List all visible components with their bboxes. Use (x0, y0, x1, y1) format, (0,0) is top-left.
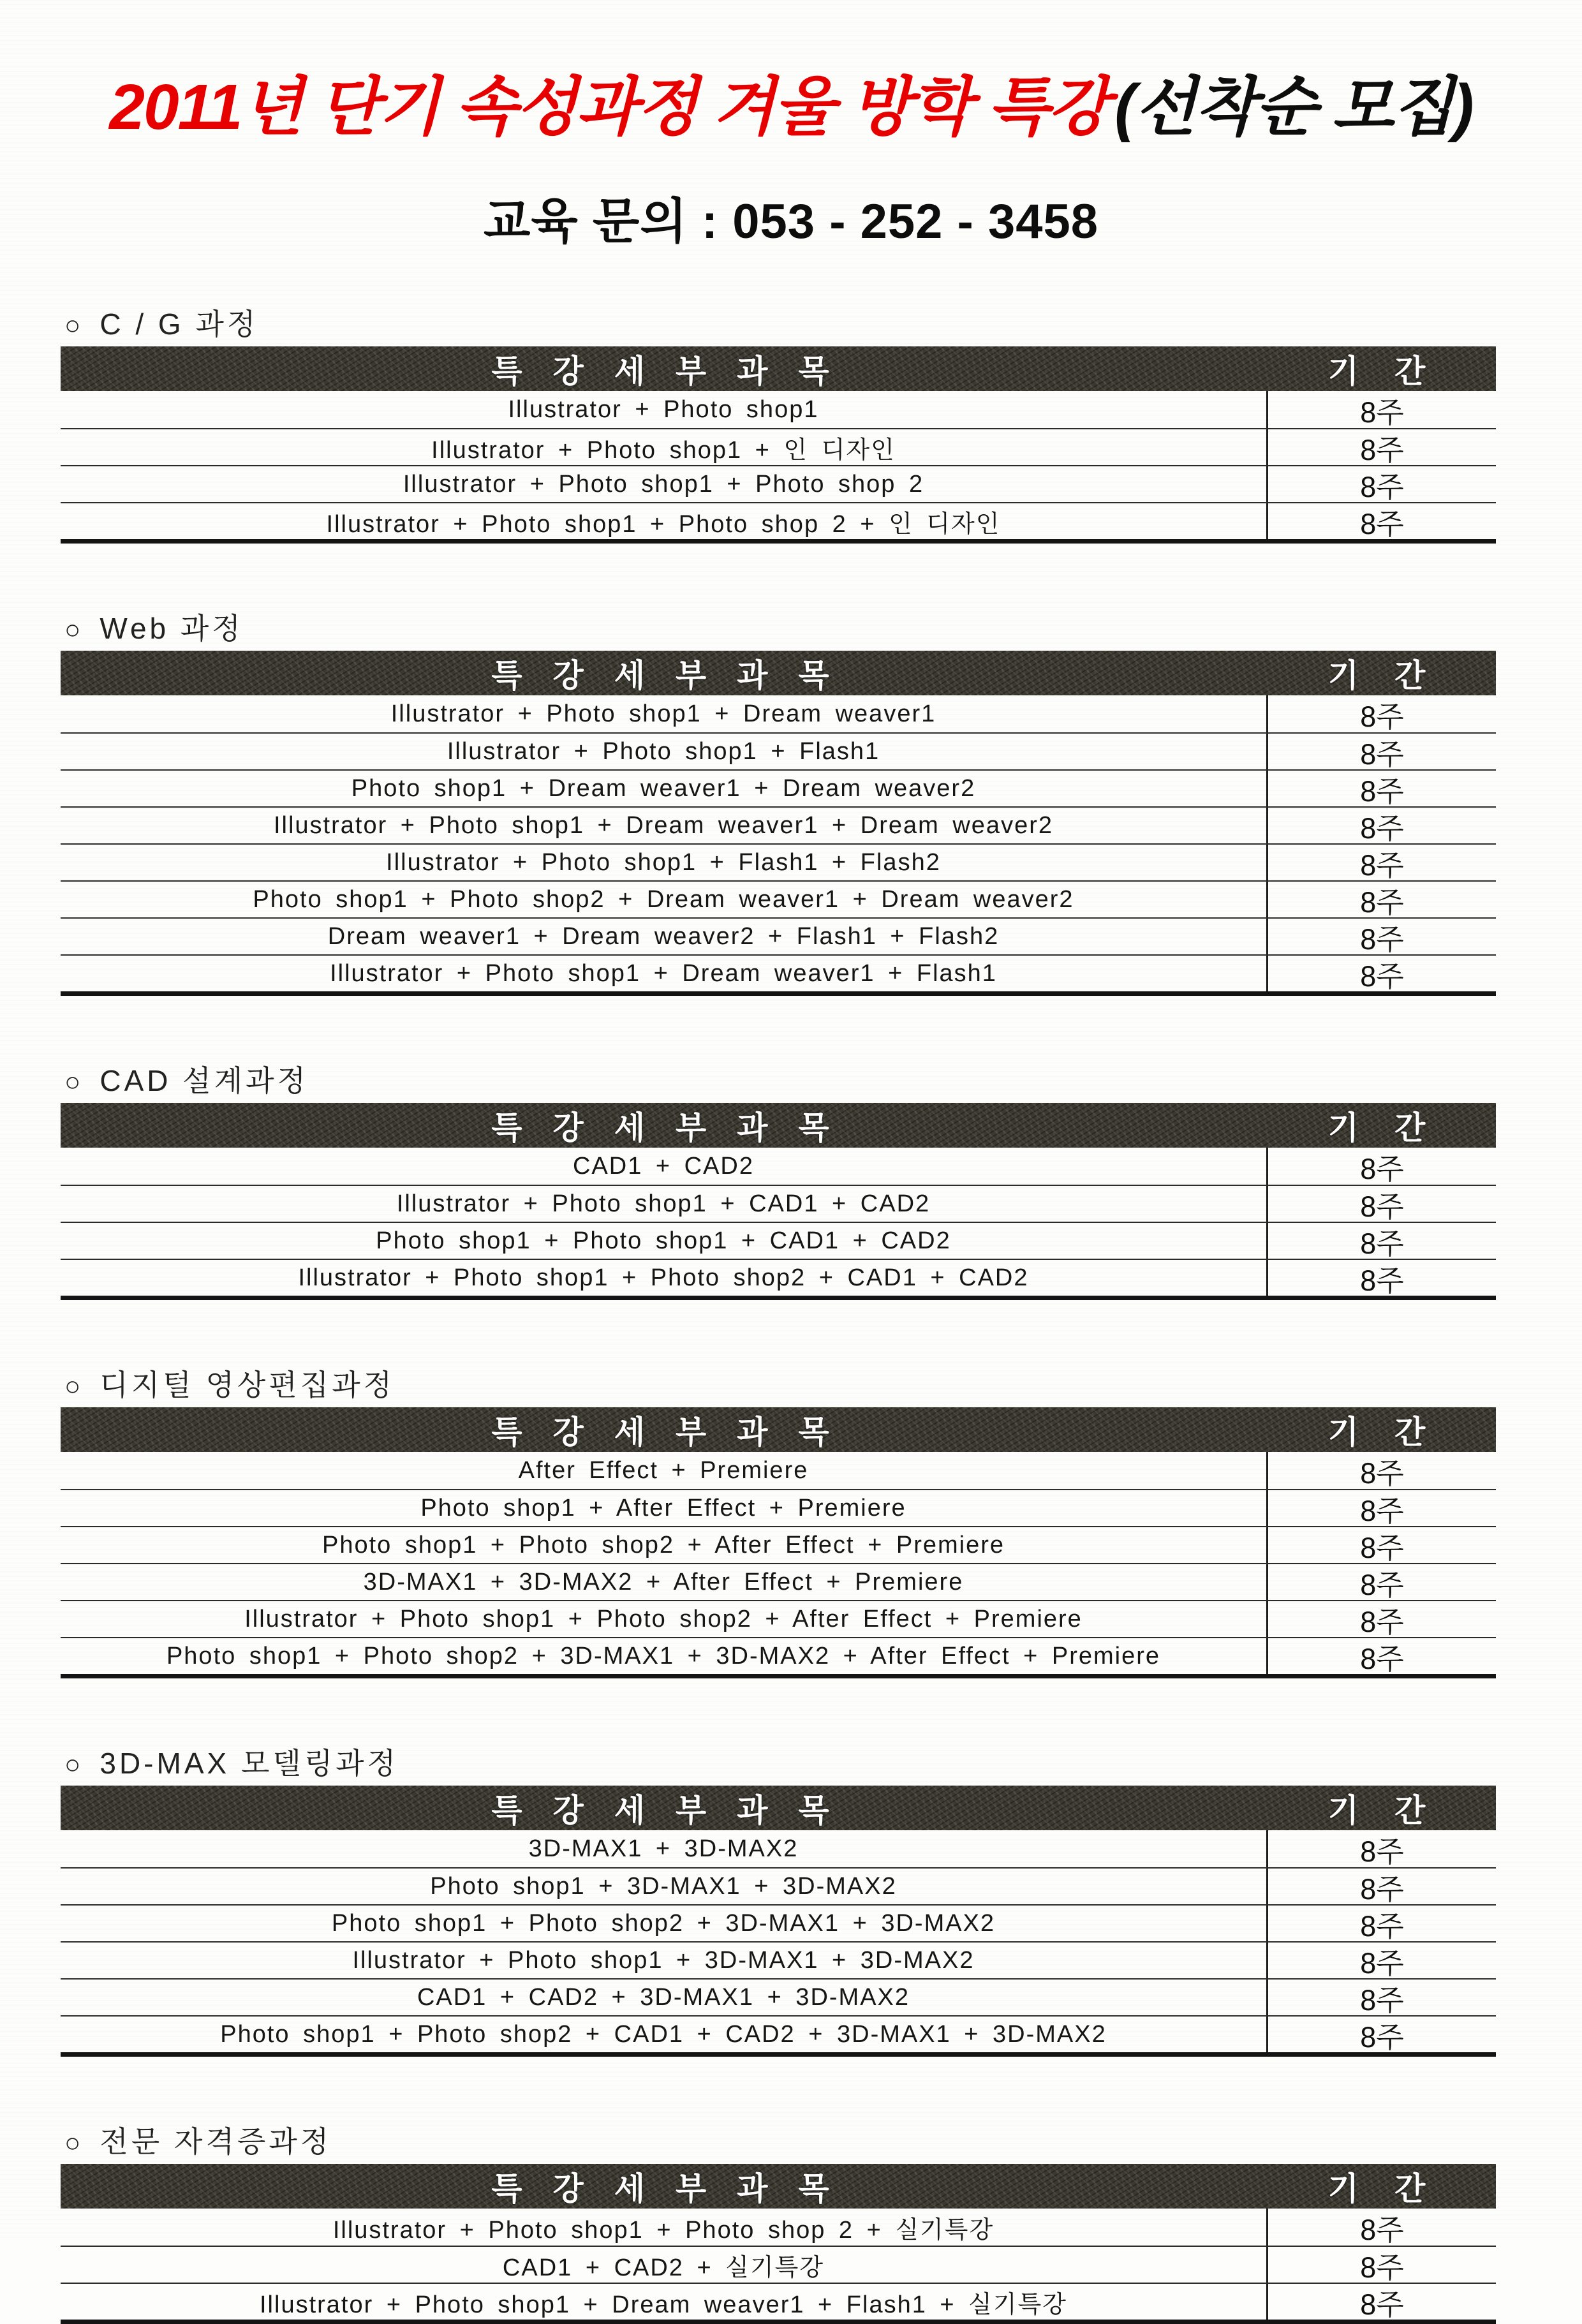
table-header-row (61, 1786, 1496, 1830)
table-row (61, 1563, 1496, 1600)
table-row (61, 1452, 1496, 1489)
course-subject-cell: Photo shop1 + Photo shop2 + After Effect + Premiere (322, 1531, 1005, 1558)
table-body (61, 2209, 1496, 2320)
table-row (61, 1904, 1496, 1941)
course-subject-cell: CAD1 + CAD2 + 실기특강 (502, 2254, 825, 2281)
table-header-row (61, 346, 1496, 391)
course-subject-cell: Illustrator + Photo shop1 + 인 디자인 (431, 436, 896, 464)
course-duration-cell: 8주 (1266, 1186, 1496, 1222)
column-header-duration: 기 간 (1327, 353, 1435, 389)
course-duration-cell: 8주 (1266, 2017, 1496, 2052)
section-title: 3D-MAX 모델링과정 (100, 1747, 399, 1780)
table-row (61, 769, 1496, 806)
table-row (61, 1259, 1496, 1296)
table-row (61, 1489, 1496, 1526)
circle-bullet-icon: ○ (64, 1749, 81, 1779)
table-header-row (61, 2164, 1496, 2209)
column-header-duration: 기 간 (1327, 2171, 1435, 2207)
section-label (64, 614, 1496, 643)
circle-bullet-icon: ○ (64, 1371, 81, 1401)
course-subject-cell: Photo shop1 + Photo shop2 + 3D-MAX1 + 3D-MAX2 + After Effect + Premiere (166, 1642, 1161, 1669)
table-row (61, 695, 1496, 732)
table-row (61, 732, 1496, 769)
table-row (61, 428, 1496, 465)
table-row (61, 954, 1496, 991)
course-subject-cell: Illustrator + Photo shop1 + Dream weaver1 (390, 700, 936, 727)
course-section (61, 614, 1496, 996)
section-label (64, 309, 1496, 339)
course-duration-cell: 8주 (1266, 956, 1496, 991)
column-header-duration: 기 간 (1327, 658, 1435, 693)
table-row (61, 2209, 1496, 2246)
course-duration-cell: 8주 (1266, 503, 1496, 539)
course-subject-cell: Photo shop1 + 3D-MAX1 + 3D-MAX2 (430, 1872, 897, 1900)
course-subject-cell: Illustrator + Photo shop1 (508, 396, 819, 423)
course-duration-cell: 8주 (1266, 1869, 1496, 1904)
course-sections (61, 309, 1496, 2324)
table-body (61, 391, 1496, 539)
course-table (61, 1103, 1496, 1300)
table-header-row (61, 651, 1496, 695)
table-body (61, 1148, 1496, 1296)
section-title: C / G 과정 (100, 307, 259, 341)
column-header-subject: 특 강 세 부 과 목 (491, 353, 836, 389)
table-row (61, 391, 1496, 428)
table-row (61, 1941, 1496, 1978)
circle-bullet-icon: ○ (64, 2128, 81, 2157)
course-duration-cell: 8주 (1266, 808, 1496, 843)
course-subject-cell: CAD1 + CAD2 (572, 1152, 755, 1180)
table-row (61, 1148, 1496, 1185)
table-row (61, 880, 1496, 917)
course-section (61, 1066, 1496, 1300)
course-duration-cell: 8주 (1266, 1943, 1496, 1978)
course-subject-cell: Illustrator + Photo shop1 + Dream weaver1 + Flash1 (330, 959, 997, 987)
circle-bullet-icon: ○ (64, 1067, 81, 1097)
course-subject-cell: Illustrator + Photo shop1 + Dream weaver1 + Dream weaver2 (273, 811, 1053, 839)
course-subject-cell: Photo shop1 + Photo shop2 + Dream weaver1 + Dream weaver2 (253, 885, 1074, 913)
course-table (61, 346, 1496, 544)
document-header (0, 0, 1582, 252)
table-row (61, 465, 1496, 502)
course-subject-cell: CAD1 + CAD2 + 3D-MAX1 + 3D-MAX2 (417, 1983, 910, 2011)
table-row (61, 2015, 1496, 2052)
course-subject-cell: Photo shop1 + Photo shop1 + CAD1 + CAD2 (376, 1227, 951, 1254)
table-body (61, 1830, 1496, 2052)
column-header-subject: 특 강 세 부 과 목 (491, 1414, 836, 1450)
course-duration-cell: 8주 (1266, 1490, 1496, 1526)
table-row (61, 1222, 1496, 1259)
course-duration-cell: 8주 (1266, 1638, 1496, 1674)
section-label (64, 1066, 1496, 1095)
course-duration-cell: 8주 (1266, 845, 1496, 880)
course-duration-cell: 8주 (1266, 391, 1496, 428)
course-duration-cell: 8주 (1266, 2247, 1496, 2283)
circle-bullet-icon: ○ (64, 310, 81, 340)
section-label (64, 2127, 1496, 2156)
course-subject-cell: After Effect + Premiere (518, 1456, 809, 1484)
table-row (61, 917, 1496, 954)
section-title: CAD 설계과정 (100, 1064, 309, 1097)
course-duration-cell: 8주 (1266, 1527, 1496, 1563)
course-subject-cell: Illustrator + Photo shop1 + 3D-MAX1 + 3D-MAX2 (352, 1946, 975, 1974)
table-header-row (61, 1103, 1496, 1148)
table-row (61, 1978, 1496, 2015)
table-body (61, 695, 1496, 991)
course-subject-cell: Photo shop1 + Photo shop2 + CAD1 + CAD2 + 3D-MAX1 + 3D-MAX2 (220, 2020, 1107, 2048)
course-subject-cell: Dream weaver1 + Dream weaver2 + Flash1 + Flash2 (327, 922, 1000, 950)
column-header-duration: 기 간 (1327, 1793, 1435, 1828)
course-duration-cell: 8주 (1266, 1906, 1496, 1941)
contact-phone-line: 교육 문의 : 053 - 252 - 3458 (483, 195, 1099, 249)
section-title: Web 과정 (100, 612, 244, 645)
course-subject-cell: Illustrator + Photo shop1 + Photo shop 2 (403, 470, 924, 498)
circle-bullet-icon: ○ (64, 614, 81, 644)
course-subject-cell: 3D-MAX1 + 3D-MAX2 (528, 1835, 799, 1862)
course-duration-cell: 8주 (1266, 1452, 1496, 1489)
table-row (61, 2283, 1496, 2320)
table-row (61, 1637, 1496, 1674)
table-row (61, 2246, 1496, 2283)
course-subject-cell: Illustrator + Photo shop1 + Photo shop 2 + 인 디자인 (326, 510, 1001, 538)
page-title-main: 2011년 단기 속성과정 겨울 방학 특강 (109, 71, 1109, 143)
course-subject-cell: Illustrator + Photo shop1 + Photo shop 2 + 실기특강 (332, 2216, 994, 2244)
column-header-subject: 특 강 세 부 과 목 (491, 1110, 836, 1146)
course-subject-cell: Illustrator + Photo shop1 + Photo shop2 + CAD1 + CAD2 (298, 1264, 1029, 1291)
column-header-subject: 특 강 세 부 과 목 (491, 658, 836, 693)
table-row (61, 1526, 1496, 1563)
section-title: 디지털 영상편집과정 (100, 1368, 396, 1402)
table-row (61, 1867, 1496, 1904)
section-title: 전문 자격증과정 (100, 2125, 332, 2158)
course-subject-cell: 3D-MAX1 + 3D-MAX2 + After Effect + Premiere (363, 1568, 964, 1595)
table-row (61, 502, 1496, 539)
course-section (61, 1749, 1496, 2057)
table-row (61, 806, 1496, 843)
course-section (61, 2127, 1496, 2324)
section-label (64, 1370, 1496, 1400)
table-body (61, 1452, 1496, 1674)
course-section (61, 1370, 1496, 1678)
course-table (61, 1407, 1496, 1678)
column-header-duration: 기 간 (1327, 1110, 1435, 1146)
column-header-subject: 특 강 세 부 과 목 (491, 1793, 836, 1828)
course-duration-cell: 8주 (1266, 734, 1496, 769)
column-header-duration: 기 간 (1327, 1414, 1435, 1450)
course-duration-cell: 8주 (1266, 1260, 1496, 1296)
page-title (0, 71, 1582, 143)
table-header-row (61, 1407, 1496, 1452)
table-row (61, 843, 1496, 880)
course-table (61, 2164, 1496, 2324)
course-duration-cell: 8주 (1266, 771, 1496, 806)
page-title-paren: (선착순 모집) (1114, 71, 1473, 143)
table-row (61, 1185, 1496, 1222)
course-duration-cell: 8주 (1266, 2284, 1496, 2320)
course-duration-cell: 8주 (1266, 2209, 1496, 2246)
course-duration-cell: 8주 (1266, 1148, 1496, 1185)
column-header-subject: 특 강 세 부 과 목 (491, 2171, 836, 2207)
course-subject-cell: Illustrator + Photo shop1 + Photo shop2 + After Effect + Premiere (244, 1605, 1083, 1632)
course-duration-cell: 8주 (1266, 919, 1496, 954)
course-duration-cell: 8주 (1266, 1830, 1496, 1867)
table-row (61, 1830, 1496, 1867)
course-section (61, 309, 1496, 544)
course-table (61, 1786, 1496, 2057)
course-duration-cell: 8주 (1266, 1564, 1496, 1600)
course-duration-cell: 8주 (1266, 466, 1496, 502)
course-duration-cell: 8주 (1266, 1980, 1496, 2015)
course-subject-cell: Photo shop1 + Photo shop2 + 3D-MAX1 + 3D-MAX2 (331, 1909, 996, 1937)
course-subject-cell: Illustrator + Photo shop1 + Flash1 (447, 737, 880, 765)
course-subject-cell: Illustrator + Photo shop1 + Flash1 + Flash2 (386, 848, 941, 876)
course-duration-cell: 8주 (1266, 695, 1496, 732)
course-subject-cell: Illustrator + Photo shop1 + Dream weaver1 + Flash1 + 실기특강 (260, 2291, 1067, 2318)
course-subject-cell: Photo shop1 + After Effect + Premiere (420, 1494, 906, 1521)
course-subject-cell: Illustrator + Photo shop1 + CAD1 + CAD2 (396, 1190, 931, 1217)
section-label (64, 1749, 1496, 1778)
course-subject-cell: Photo shop1 + Dream weaver1 + Dream weaver2 (351, 774, 976, 802)
course-duration-cell: 8주 (1266, 429, 1496, 465)
table-row (61, 1600, 1496, 1637)
course-duration-cell: 8주 (1266, 1601, 1496, 1637)
course-duration-cell: 8주 (1266, 1223, 1496, 1259)
course-table (61, 651, 1496, 996)
course-duration-cell: 8주 (1266, 882, 1496, 917)
